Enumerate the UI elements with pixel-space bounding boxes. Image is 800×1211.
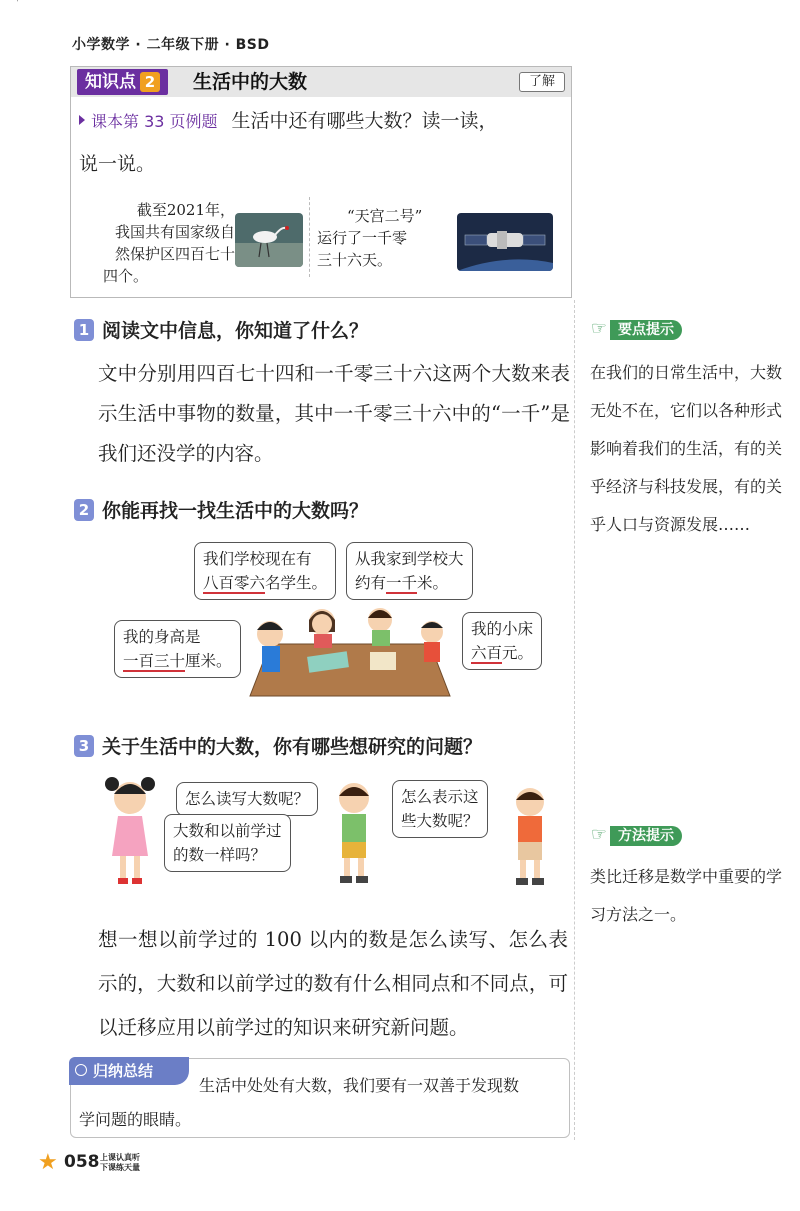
summary-tag: 归纳总结 bbox=[69, 1057, 189, 1085]
example-question: 生活中还有哪些大数？读一读， bbox=[231, 110, 498, 132]
speech-bubble-read-write: 怎么读写大数呢？ bbox=[176, 782, 318, 816]
speech-bubble-same-as-before: 大数和以前学过 的数一样吗？ bbox=[164, 814, 291, 872]
speech-bubble-students: 我们学校现在有 八百零六名学生。 bbox=[194, 542, 336, 600]
method-text: 类比迁移是数学中重要的学习方法之一。 bbox=[590, 867, 783, 924]
level-badge: 了解 bbox=[519, 72, 565, 92]
example-question-cont: 说一说。 bbox=[79, 153, 156, 175]
summary-icon bbox=[75, 1064, 87, 1076]
space-station-photo bbox=[457, 213, 553, 271]
footer-slogan: 上课认真听 下课练天量 bbox=[100, 1153, 140, 1172]
tip-tag: ☞ 要点提示 bbox=[592, 320, 682, 340]
knowledge-point-tag bbox=[77, 69, 168, 95]
star-icon: ★ bbox=[38, 1150, 58, 1175]
fact-divider bbox=[309, 197, 310, 277]
example-reference: 课本第 33 页例题 bbox=[79, 112, 218, 131]
pointing-hand-icon: ☞ bbox=[588, 318, 610, 340]
summary-box bbox=[70, 1058, 570, 1138]
question-1-answer: 文中分别用四百七十四和一千零三十六这两个大数来表示生活中事物的数量，其中一千零三十六中的“一千”是我们还没学的内容。 bbox=[98, 362, 570, 465]
knowledge-box bbox=[70, 66, 572, 298]
question-1-number: 1 bbox=[74, 319, 94, 341]
knowledge-point-label: 知识点 bbox=[85, 72, 136, 92]
boy-illustration-orange bbox=[500, 782, 560, 890]
fact-nature-reserves: 截至2021年， 我国共有国家级自 然保护区四百七十 四个。 bbox=[103, 201, 235, 285]
header-decoration bbox=[14, 0, 18, 70]
crane-photo bbox=[235, 213, 303, 267]
side-column-divider bbox=[574, 300, 575, 1140]
children-at-table-illustration bbox=[240, 596, 460, 706]
pointing-hand-icon: ☞ bbox=[588, 824, 610, 846]
knowledge-title: 生活中的大数 bbox=[193, 71, 308, 93]
question-1-title: 阅读文中信息，你知道了什么？ bbox=[102, 320, 369, 342]
conclusion-paragraph: 想一想以前学过的 100 以内的数是怎么读写、怎么表示的，大数和以前学过的数有什么相同点和不同点，可以迁移应用以前学过的知识来研究新问题。 bbox=[98, 928, 568, 1039]
girl-illustration bbox=[100, 770, 166, 890]
summary-text-line1: 生活中处处有大数，我们要有一双善于发现数 bbox=[199, 1076, 520, 1095]
fact-tiangong: “天宫二号” 运行了一千零 三十六天。 bbox=[317, 207, 423, 269]
knowledge-point-number: 2 bbox=[140, 72, 160, 92]
question-3-number: 3 bbox=[74, 735, 94, 757]
speech-bubble-bed: 我的小床 六百元。 bbox=[462, 612, 542, 670]
question-2-title: 你能再找一找生活中的大数吗？ bbox=[102, 500, 369, 522]
boy-illustration-green bbox=[324, 776, 384, 888]
question-2-heading bbox=[74, 496, 368, 523]
page-header: 小学数学 · 二年级下册 · BSD bbox=[72, 37, 270, 53]
speech-bubble-height: 我的身高是 一百三十厘米。 bbox=[114, 620, 241, 678]
speech-bubble-distance: 从我家到学校大 约有一千米。 bbox=[346, 542, 473, 600]
speech-bubble-represent: 怎么表示这 些大数呢？ bbox=[392, 780, 488, 838]
tip-text: 在我们的日常生活中，大数无处不在，它们以各种形式影响着我们的生活，有的关乎经济与科技发展，有的关乎人口与资源发展…… bbox=[590, 363, 783, 534]
question-3-heading bbox=[74, 732, 482, 759]
example-row bbox=[79, 107, 559, 136]
triangle-icon bbox=[79, 115, 85, 125]
question-1-heading bbox=[74, 316, 368, 343]
question-3-title: 关于生活中的大数，你有哪些想研究的问题？ bbox=[102, 736, 483, 758]
summary-text-line2: 学问题的眼睛。 bbox=[79, 1110, 192, 1129]
question-2-number: 2 bbox=[74, 499, 94, 521]
method-tag: ☞ 方法提示 bbox=[592, 826, 682, 846]
page-number: 058 bbox=[64, 1152, 100, 1172]
